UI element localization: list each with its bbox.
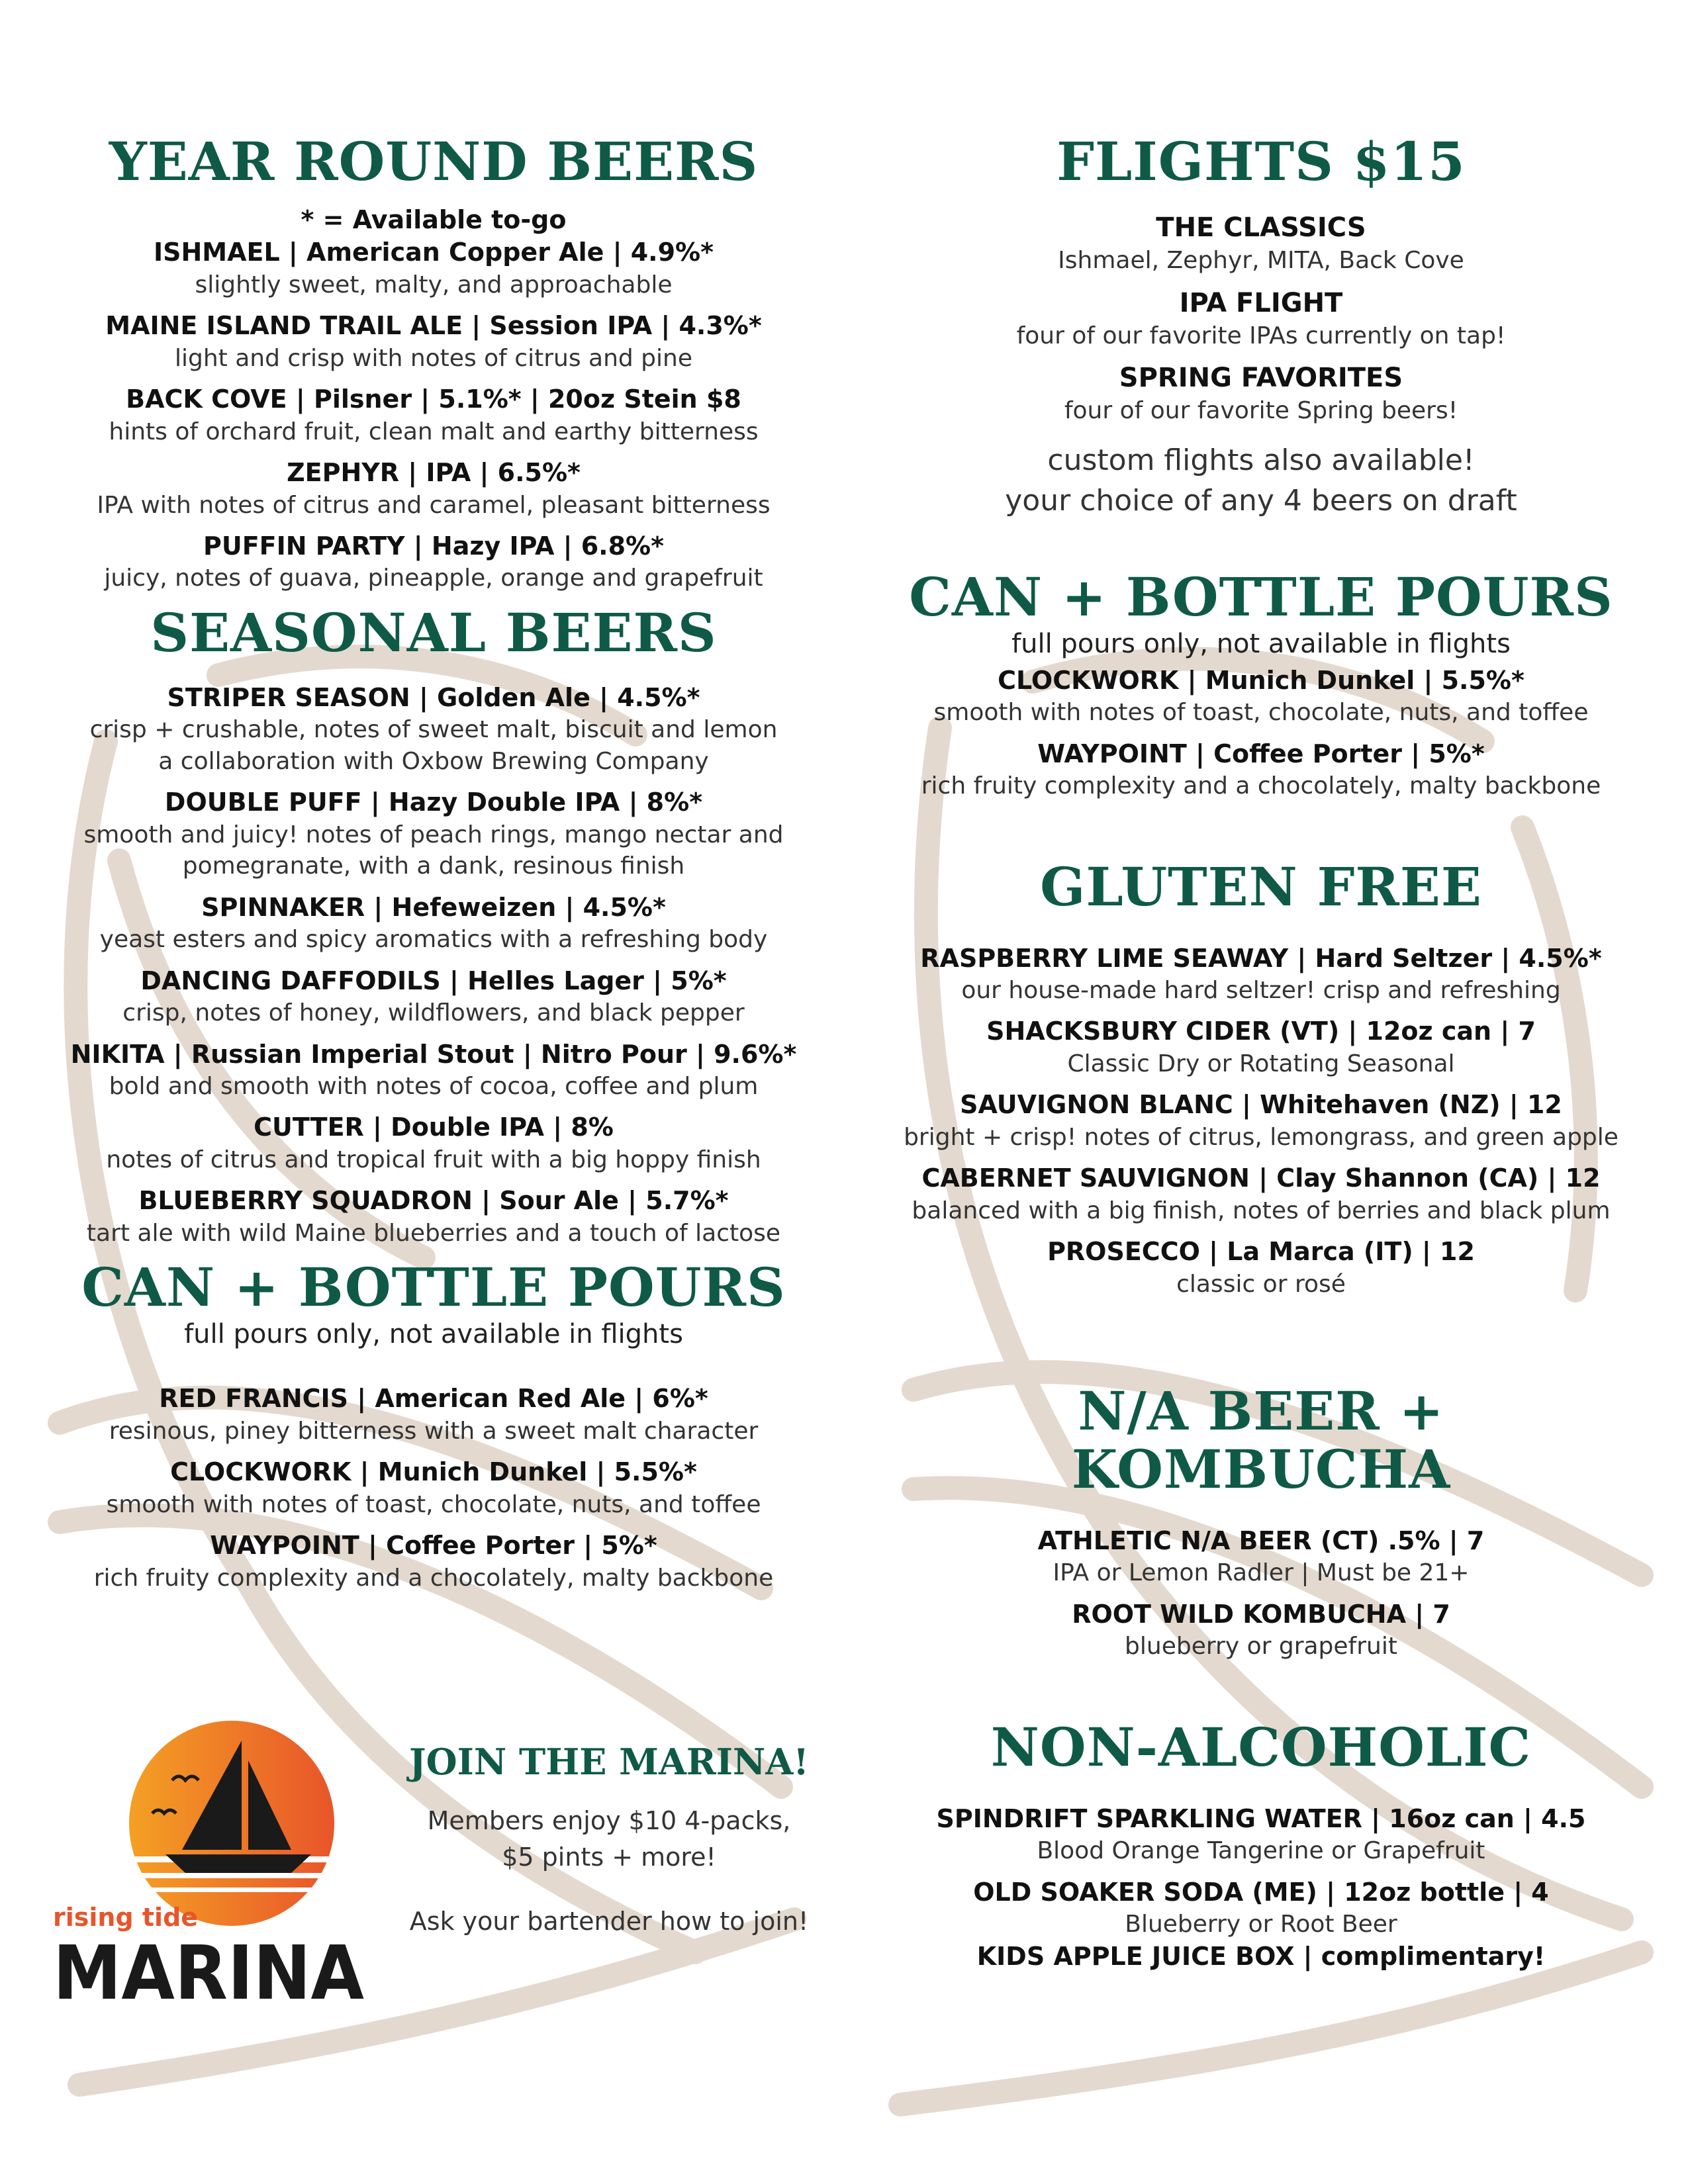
- join-line-3: Ask your bartender how to join!: [409, 1907, 809, 1936]
- menu-item: CUTTER | Double IPA | 8% notes of citrus and tropical fruit with a big hoppy finish: [106, 1113, 761, 1173]
- can-bottle-subtitle-right: full pours only, not available in flights: [1011, 628, 1511, 659]
- flight-item: SPRING FAVORITES four of our favorite Spring beers!: [1064, 363, 1458, 425]
- marina-logo: [53, 1714, 384, 2012]
- menu-item: BLUEBERRY SQUADRON | Sour Ale | 5.7%* tart ale with wild Maine blueberries and a touch of lactose: [86, 1186, 781, 1247]
- non-alcoholic-heading: NON-ALCOHOLIC: [990, 1715, 1532, 1778]
- can-bottle-heading-right: CAN + BOTTLE POURS: [909, 565, 1613, 628]
- marina-promo: [53, 1714, 808, 2012]
- menu-item: PUFFIN PARTY | Hazy IPA | 6.8%* juicy, notes of guava, pineapple, orange and grapefruit: [104, 531, 763, 592]
- logo-small-text: rising tide: [53, 1903, 199, 1932]
- custom-flights-line-1: custom flights also available!: [1047, 443, 1475, 477]
- custom-flights-line-2: your choice of any 4 beers on draft: [1005, 484, 1517, 518]
- flight-item: THE CLASSICS Ishmael, Zephyr, MITA, Back Cove: [1058, 212, 1464, 274]
- can-bottle-subtitle-left: full pours only, not available in flights: [184, 1319, 683, 1350]
- menu-item: OLD SOAKER SODA (ME) | 12oz bottle | 4 Blueberry or Root Beer: [973, 1877, 1549, 1938]
- join-title: JOIN THE MARINA!: [409, 1741, 809, 1783]
- menu-item: NIKITA | Russian Imperial Stout | Nitro Pour | 9.6%* bold and smooth with notes of cocoa, coffee and plum: [70, 1039, 797, 1100]
- can-bottle-heading-left: CAN + BOTTLE POURS: [81, 1256, 786, 1319]
- join-line-2: $5 pints + more!: [502, 1843, 716, 1872]
- menu-item: BACK COVE | Pilsner | 5.1%* | 20oz Stein $8 hints of orchard fruit, clean malt and earthy bitterness: [109, 385, 759, 445]
- menu-item: SPINNAKER | Hefeweizen | 4.5%* yeast esters and spicy aromatics with a refreshing body: [99, 892, 768, 954]
- menu-item: ROOT WILD KOMBUCHA | 7 blueberry or grapefruit: [1072, 1599, 1450, 1661]
- join-marina-block: [377, 1741, 841, 1940]
- menu-item: CLOCKWORK | Munich Dunkel | 5.5%* smooth with notes of toast, chocolate, nuts, and toffee: [933, 665, 1589, 727]
- right-column: [887, 132, 1635, 1973]
- kids-juice-line: KIDS APPLE JUICE BOX | complimentary!: [976, 1941, 1546, 1971]
- menu-item: RASPBERRY LIME SEAWAY | Hard Seltzer | 4.5%* our house-made hard seltzer! crisp and refreshing: [920, 943, 1602, 1004]
- year-round-heading: YEAR ROUND BEERS: [109, 130, 759, 193]
- menu-item: ZEPHYR | IPA | 6.5%* IPA with notes of citrus and caramel, pleasant bitterness: [97, 458, 771, 519]
- menu-item: RED FRANCIS | American Red Ale | 6%* resinous, piney bitterness with a sweet malt character: [109, 1384, 759, 1445]
- menu-item: WAYPOINT | Coffee Porter | 5%* rich fruity complexity and a chocolately, malty backbone: [93, 1531, 774, 1592]
- menu-item: PROSECCO | La Marca (IT) | 12 classic or rosé: [1047, 1237, 1475, 1298]
- menu-item: DOUBLE PUFF | Hazy Double IPA | 8%* smooth and juicy! notes of peach rings, mango nectar and pomegranate, with a dank, resinous finish: [83, 788, 784, 880]
- menu-item: SPINDRIFT SPARKLING WATER | 16oz can | 4.5 Blood Orange Tangerine or Grapefruit: [936, 1803, 1586, 1865]
- join-line-1: Members enjoy $10 4-packs,: [427, 1806, 791, 1835]
- menu-item: WAYPOINT | Coffee Porter | 5%* rich fruity complexity and a chocolately, malty backbone: [921, 739, 1601, 800]
- menu-item: ATHLETIC N/A BEER (CT) .5% | 7 IPA or Lemon Radler | Must be 21+: [1037, 1526, 1485, 1587]
- flights-heading: FLIGHTS $15: [1056, 130, 1466, 193]
- menu-item: MAINE ISLAND TRAIL ALE | Session IPA | 4.3%* light and crisp with notes of citrus and pine: [105, 311, 762, 372]
- left-column: [60, 132, 808, 1603]
- na-beer-heading: N/A BEER + KOMBUCHA: [1071, 1380, 1451, 1501]
- menu-item: ISHMAEL | American Copper Ale | 4.9%* slightly sweet, malty, and approachable: [154, 238, 714, 298]
- menu-item: CABERNET SAUVIGNON | Clay Shannon (CA) | 12 balanced with a big finish, notes of berries and black plum: [912, 1163, 1611, 1224]
- flight-item: IPA FLIGHT four of our favorite IPAs currently on tap!: [1016, 287, 1506, 349]
- to-go-note: * = Available to-go: [301, 205, 567, 234]
- menu-item: DANCING DAFFODILS | Helles Lager | 5%* crisp, notes of honey, wildflowers, and black pepper: [122, 966, 745, 1027]
- menu-item: SAUVIGNON BLANC | Whitehaven (NZ) | 12 bright + crisp! notes of citrus, lemongrass, and green apple: [904, 1090, 1618, 1151]
- menu-item: STRIPER SEASON | Golden Ale | 4.5%* crisp + crushable, notes of sweet malt, biscuit and lemon a collaboration with Oxbow Brewing Company: [89, 682, 778, 775]
- menu-item: SHACKSBURY CIDER (VT) | 12oz can | 7 Classic Dry or Rotating Seasonal: [986, 1017, 1536, 1077]
- gluten-free-heading: GLUTEN FREE: [1040, 855, 1482, 918]
- menu-item: CLOCKWORK | Munich Dunkel | 5.5%* smooth with notes of toast, chocolate, nuts, and toffee: [106, 1457, 761, 1518]
- seasonal-heading: SEASONAL BEERS: [150, 601, 717, 664]
- logo-big-text: MARINA: [53, 1931, 365, 2012]
